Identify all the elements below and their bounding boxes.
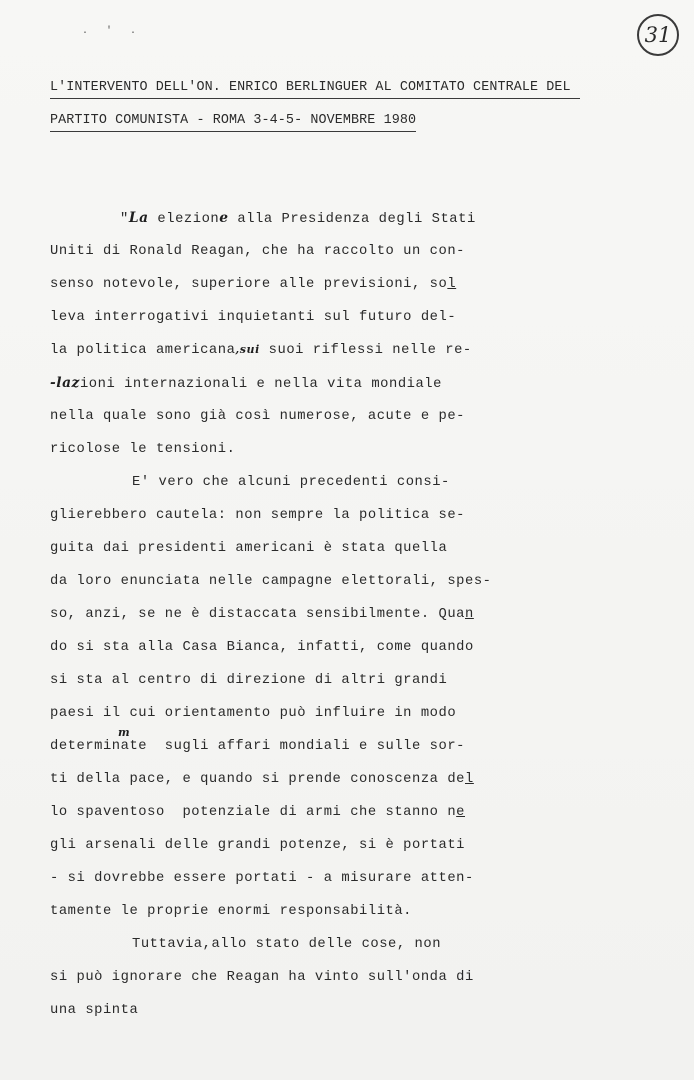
text-line: paesi il cui orientamento può influire in modo bbox=[50, 706, 457, 721]
title-line-2: PARTITO COMUNISTA - ROMA 3-4-5- NOVEMBRE 1980 bbox=[50, 113, 416, 132]
text-line: do si sta alla Casa Bianca, infatti, come quando bbox=[50, 640, 474, 655]
text-line: nella quale sono già così numerose, acute e pe- bbox=[50, 409, 465, 424]
handwritten-correction: La bbox=[128, 210, 149, 226]
text-line: leva interrogativi inquietanti sul futuro del- bbox=[50, 310, 457, 325]
handwritten-insertion: ,sui bbox=[235, 343, 260, 356]
page-number-circled: 31 bbox=[637, 14, 679, 56]
text-line: "La elezione alla Presidenza degli Stati bbox=[120, 210, 476, 227]
text-line: gli arsenali delle grandi potenze, si è portati bbox=[50, 838, 465, 853]
text-line: ti della pace, e quando si prende conoscenza del bbox=[50, 772, 474, 787]
ink-smudge: . ' . bbox=[82, 26, 143, 37]
text-line: si sta al centro di direzione di altri grandi bbox=[50, 673, 448, 688]
text-line: determinate sugli affari mondiali e sulle sor- bbox=[50, 739, 465, 754]
text-line: Tuttavia,allo stato delle cose, non bbox=[132, 937, 442, 952]
text-line: - si dovrebbe essere portati - a misurare atten- bbox=[50, 871, 474, 886]
text-line: senso notevole, superiore alle previsioni, sol bbox=[50, 277, 457, 292]
text-line: guita dai presidenti americani è stata quella bbox=[50, 541, 448, 556]
text-line: la politica americana,sui suoi riflessi nelle re- bbox=[50, 343, 472, 358]
text-line: -lazioni internazionali e nella vita mondiale bbox=[50, 375, 442, 392]
text-line: si può ignorare che Reagan ha vinto sull'onda di bbox=[50, 970, 474, 985]
text-line: tamente le proprie enormi responsabilità. bbox=[50, 904, 413, 919]
handwritten-correction: e bbox=[219, 210, 229, 226]
text-line: so, anzi, se ne è distaccata sensibilmente. Quan bbox=[50, 607, 474, 622]
text-line: da loro enunciata nelle campagne elettorali, spes- bbox=[50, 574, 492, 589]
text-line: lo spaventoso potenziale di armi che stanno ne bbox=[50, 805, 465, 820]
handwritten-correction: -laz bbox=[50, 375, 80, 391]
text-line: Uniti di Ronald Reagan, che ha raccolto un con- bbox=[50, 244, 465, 259]
text-line: glierebbero cautela: non sempre la politica se- bbox=[50, 508, 465, 523]
text-line: una spinta bbox=[50, 1003, 139, 1018]
title-line-1: L'INTERVENTO DELL'ON. ENRICO BERLINGUER AL COMITATO CENTRALE DEL bbox=[50, 80, 580, 99]
text-line: ricolose le tensioni. bbox=[50, 442, 236, 457]
handwritten-insertion: m bbox=[118, 726, 131, 739]
text-line: E' vero che alcuni precedenti consi- bbox=[132, 475, 450, 490]
